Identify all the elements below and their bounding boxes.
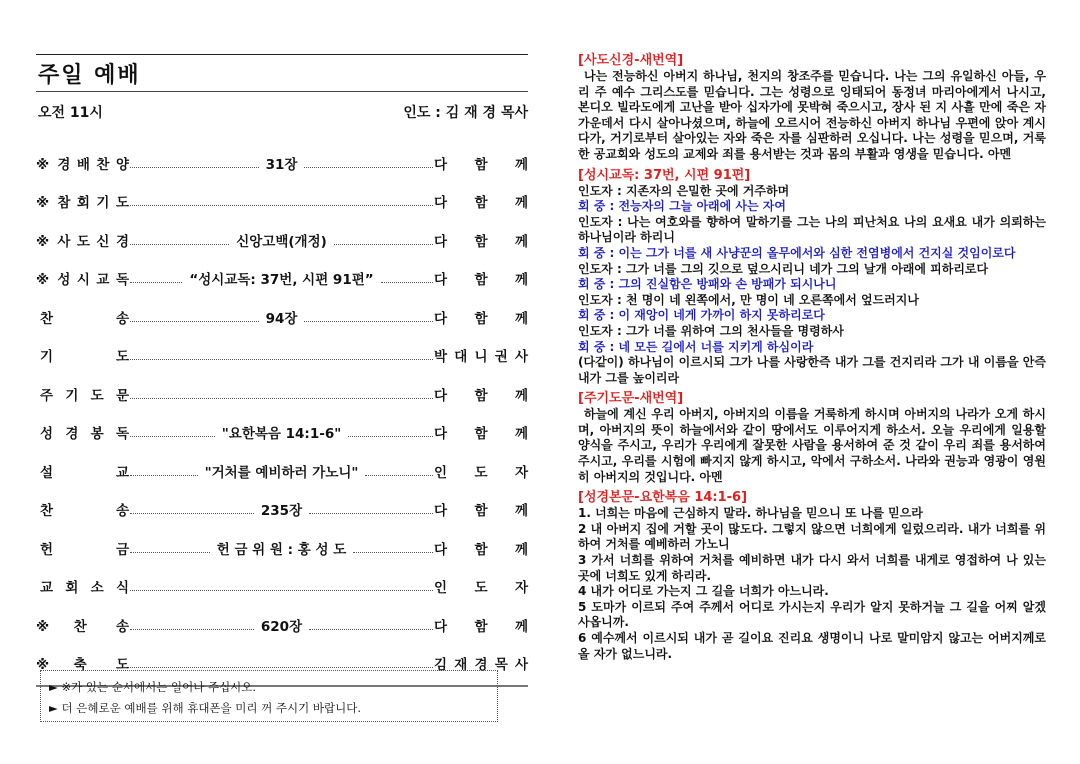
dotted-leader [130,167,259,168]
dotted-leader [348,436,433,437]
dotted-leader [130,205,433,206]
title-rule [36,91,528,92]
order-label: 찬 송 [40,503,129,519]
dotted-leader [365,475,433,476]
speaker-label: (다같이) [578,355,629,370]
order-participant: 다 함 께 [434,233,528,250]
order-detail: 헌 금 위 원 : 홍 성 도 [216,541,347,558]
speaker-label: 인도자 : [578,323,626,338]
scripture-verse: 1. 너희는 마음에 근심하지 말라. 하나님을 믿으니 또 나를 믿으라 [578,506,923,521]
dotted-leader [130,436,215,437]
responsive-text: 하나님이 이르시되 그가 나를 사랑한즉 내가 그를 건지리라 그가 내 이름을 안즉 내가 그를 높이리라 [578,355,1046,385]
speaker-label: 인도자 : [578,261,626,276]
responsive-line [578,199,1046,215]
order-detail: 620장 [260,618,303,635]
order-row [36,365,528,404]
order-participant: 인 도 자 [434,464,529,481]
order-detail: 신앙고백(개정) [236,233,327,250]
speaker-label: 회 중 : [578,308,619,323]
order-detail: "요한복음 14:1-6" [221,426,342,442]
order-label: 교 회 소 식 [40,580,129,596]
order-row [36,481,528,520]
dotted-leader [309,513,433,514]
dotted-leader [130,629,254,630]
responsive-line [578,246,1046,262]
order-participant: 다 함 께 [434,387,528,404]
order-row [36,558,528,597]
speaker-label: 회 중 : [578,277,619,292]
responsive-line [578,308,1046,324]
creed-heading: [사도신경-새번역] [578,53,684,68]
responsive-line [578,215,1046,246]
order-row [36,519,528,558]
notice-item: ► ※가 있는 순서에서는 일어나 주십시오. [49,680,257,694]
dotted-leader [334,244,433,245]
dotted-leader [304,321,433,322]
order-participant: 다 함 께 [434,426,529,442]
order-detail: "거처를 예비하러 가노니" [204,464,359,481]
order-label: ※ 성 시 교 독 [36,272,129,288]
dotted-leader [130,552,210,553]
responsive-line [578,340,1046,356]
responsive-text: 천 명이 네 왼쪽에서, 만 명이 네 오른쪽에서 엎드러지나 [625,292,919,307]
creed-text: 나는 전능하신 아버지 하나님, 천지의 창조주를 믿습니다. 나는 그의 유일하신 아들, 우리 주 예수 그리스도를 믿습니다. 그는 성령으로 잉태되어 동정녀 마리아에게서 나시고, 본디오 빌라도에게 고난을 받아 십자가에 못박혀 죽으시고, 장사 된 지 사흘 만에 죽은 자 가운데서 다시 살아나셨으며, 하늘에 오르시어 전능하신 아버지 하나님 우편에 앉아 계시다가, 거기로부터 살아있는 자와 죽은 자를 심판하러 오십니다. 나는 성령을 믿으며, 거룩한 공교회와 성도의 교제와 죄를 용서받는 것과 몸의 부활과 영생을 믿습니다. 아멘 [578,69,1046,161]
order-participant: 다 함 께 [434,618,529,635]
responsive-line [578,262,1046,278]
order-row [36,288,528,327]
order-row [36,173,528,212]
order-row [36,211,528,250]
speaker-label: 회 중 : [578,245,619,260]
order-label: 찬 송 [40,310,129,327]
dotted-leader [130,475,198,476]
order-label: 설 교 [40,464,129,481]
order-row [36,250,528,289]
order-label: 헌 금 [40,541,129,558]
responsive-line [578,324,1046,340]
order-detail: “성시교독: 37번, 시편 91편” [189,272,374,288]
speaker-label: 인도자 : [578,214,628,229]
responsive-reading [578,184,1046,387]
order-label: 주 기 도 문 [40,387,129,404]
scripture-verse: 4 내가 어디로 가는지 그 길을 너희가 아느니라. [578,584,829,599]
responsive-text: 지존자의 은밀한 곳에 거주하며 [625,183,790,198]
scripture-verse: 6 예수께서 이르시되 내가 곧 길이요 진리요 생명이니 나로 말미암지 않고는 어버지께로 올 자가 없느니라. [578,631,1046,661]
speaker-label: 회 중 : [578,339,619,354]
speaker-label: 인도자 : [578,183,626,198]
dotted-leader [130,513,254,514]
dotted-leader [353,552,433,553]
order-participant: 다 함 께 [434,310,529,327]
dotted-leader [130,667,433,668]
notice-box [40,670,498,722]
order-label: 성 경 봉 독 [40,426,129,442]
order-row [36,404,528,443]
service-leader: 인도 : 김 재 경 목사 [403,105,528,121]
order-participant: 박 대 니 권 사 [434,349,528,365]
responsive-text: 나는 여호와를 향하여 말하기를 그는 나의 피난처요 나의 요새요 내가 의뢰하는 하나님이라 하리니 [578,214,1046,245]
dotted-leader [130,398,433,399]
dotted-leader [130,590,433,591]
order-row [36,635,528,674]
responsive-text: 그가 너를 그의 깃으로 덮으시리니 네가 그의 날개 아래에 피하리로다 [625,261,989,276]
responsive-text: 그가 너를 위하여 그의 천사들을 명령하사 [625,323,844,338]
scripture-heading: [성경본문-요한복음 14:1-6] [578,490,748,506]
notice-item: ► 더 은혜로운 예배를 위해 휴대폰을 미리 꺼 주시기 바랍니다. [49,701,362,715]
responsive-line [578,184,1046,200]
lords-prayer-text: 하늘에 계신 우리 아버지, 아버지의 이름을 거룩하게 하시며 아버지의 나라가 오게 하시며, 아버지의 뜻이 하늘에서와 같이 땅에서도 이루어지게 하소서. 오늘 우리에게 일용할 양식을 주시고, 우리가 우리에게 잘못한 사람을 용서하여 준 것 같이 우리 죄를 용서하여 주시고, 우리를 시험에 빠지지 않게 하시고, 악에서 구하소서. 나라와 권능과 영광이 영원히 아버지의 것입니다. 아멘 [578,407,1046,484]
order-participant: 인 도 자 [434,580,528,596]
order-participant: 다 함 께 [434,195,528,211]
responsive-line [578,293,1046,309]
dotted-leader [130,282,182,283]
dotted-leader [130,244,229,245]
responsive-line [578,355,1046,386]
responsive-heading: [성시교독: 37번, 시편 91편] [578,167,751,183]
responsive-text: 이는 그가 너를 새 사냥꾼의 올무에서와 심한 전염병에서 건지실 것임이로다 [618,245,1016,260]
order-label: ※찬 송 [36,618,129,635]
order-list [36,134,528,673]
order-row [36,134,528,173]
order-participant: 다 함 께 [434,272,528,288]
responsive-text: 이 재앙이 네게 가까이 하지 못하리로다 [618,308,825,323]
dotted-leader [381,282,433,283]
liturgy-texts [578,52,1046,662]
speaker-label: 인도자 : [578,292,626,307]
order-detail: 235장 [260,503,303,519]
responsive-text: 그의 진실함은 방패와 손 방패가 되시나니 [618,277,837,292]
page-title: 주일 예배 [38,63,141,88]
order-participant: 다 함 께 [434,541,528,558]
dotted-leader [304,167,433,168]
responsive-text: 네 모든 길에서 너를 지키게 하심이라 [618,339,814,354]
service-meta [38,102,528,124]
service-time: 오전 11시 [38,105,103,121]
scripture-verse: 2 내 아버지 집에 거할 곳이 많도다. 그렇지 않으면 너희에게 일렀으리라. 내가 너희를 위하여 거처를 예베하러 가노니 [578,521,1046,552]
dotted-leader [130,321,259,322]
order-label: ※ 사 도 신 경 [36,233,129,250]
scripture-verse: 5 도마가 이르되 주여 주께서 어디로 가시는지 우리가 알지 못하거늘 그 길을 어찌 알겠사옵니까. [578,599,1046,630]
order-label: ※축 도 [36,657,129,673]
order-participant: 다 함 께 [434,156,529,173]
order-row [36,327,528,366]
order-row [36,442,528,481]
order-detail: 31장 [265,156,298,173]
order-row [36,596,528,635]
dotted-leader [130,359,433,360]
order-label: 기 도 [40,349,129,365]
order-participant: 김 재 경 목 사 [434,657,528,673]
order-participant: 다 함 께 [434,503,529,519]
order-label: ※ 경 배 찬 양 [36,156,129,173]
order-label: ※ 참 회 기 도 [36,195,129,211]
order-of-service [36,54,528,687]
responsive-line [578,277,1046,293]
responsive-text: 전능자의 그늘 아래에 사는 자여 [618,199,786,214]
scripture-verses [578,506,1046,662]
lords-prayer-heading: [주기도문-새번역] [578,391,684,407]
order-detail: 94장 [265,310,298,327]
dotted-leader [309,629,433,630]
scripture-verse: 3 가서 너희를 위하여 거처를 예비하면 내가 다시 와서 너희를 내게로 영접하여 나 있는 곳에 너희도 있게 하리라. [578,553,1046,583]
speaker-label: 회 중 : [578,199,619,214]
